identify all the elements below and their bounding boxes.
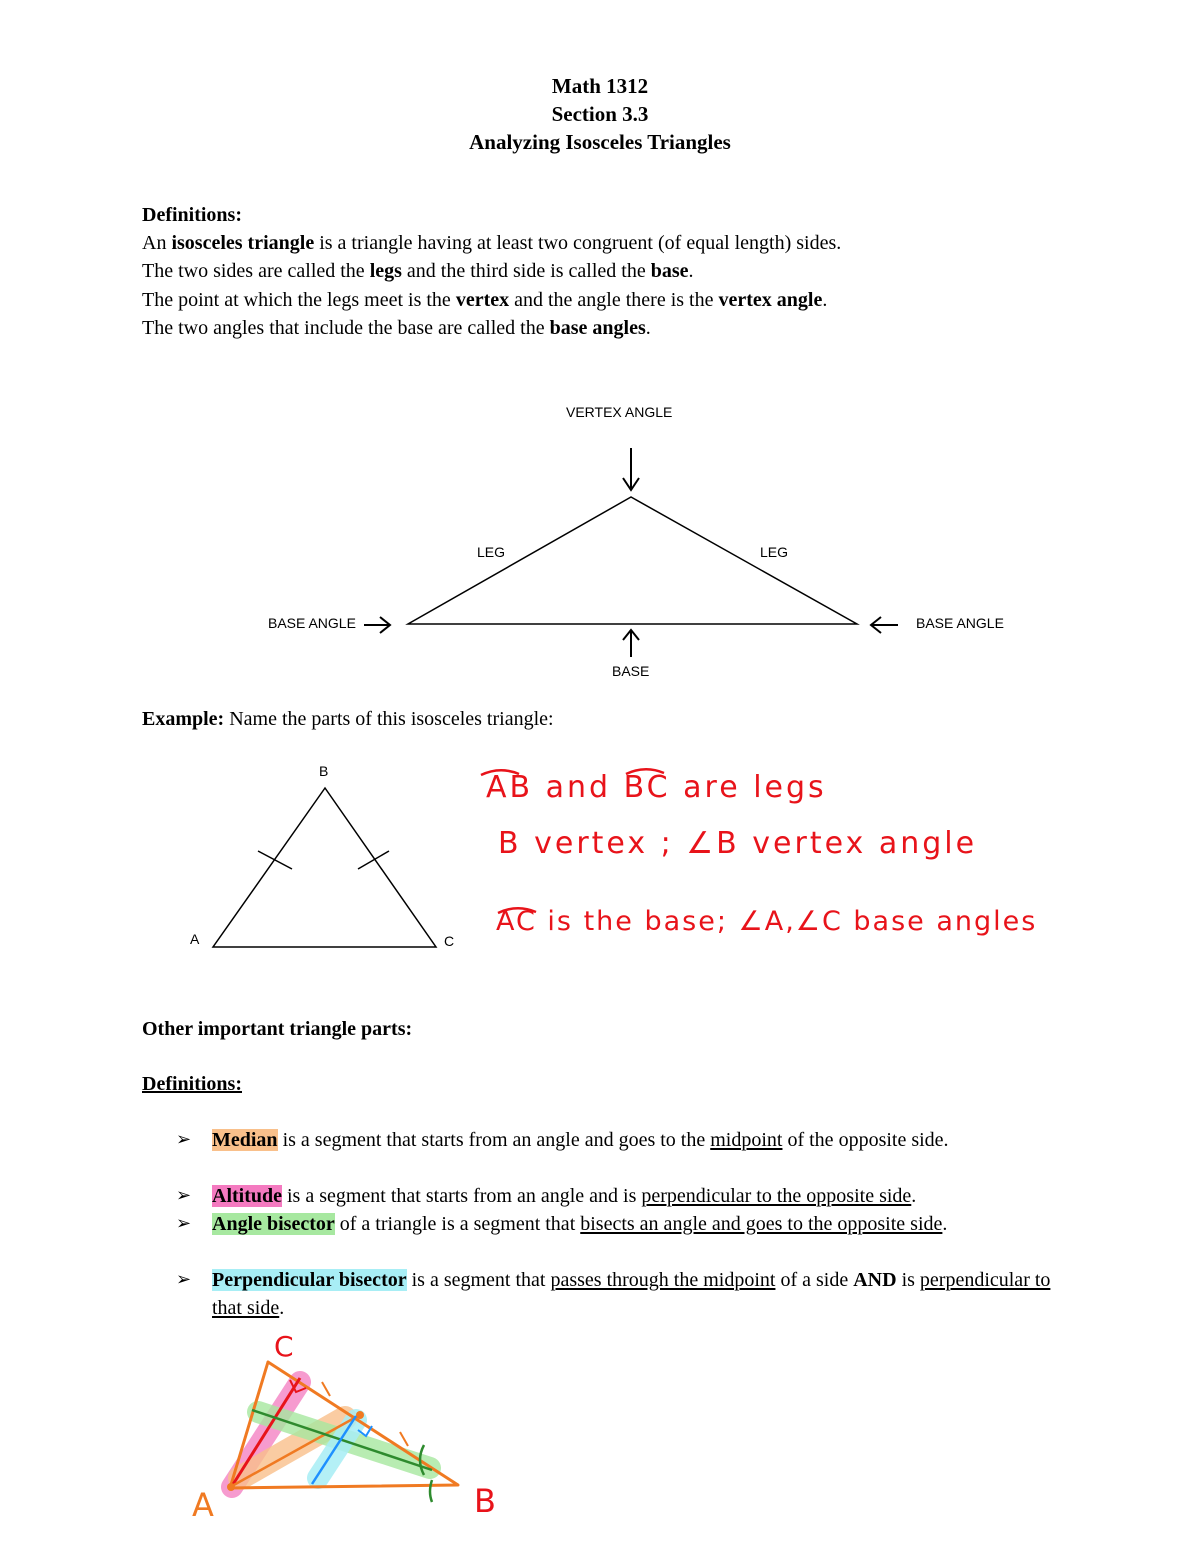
base-label: BASE <box>612 663 650 679</box>
term-isosceles-triangle: isosceles triangle <box>171 232 315 254</box>
handwritten-legs: AB and BC are legs <box>486 770 827 805</box>
vertex-dot <box>227 1483 235 1491</box>
text: and the angle there is the <box>509 289 719 311</box>
example-vertex-c: C <box>444 933 455 949</box>
midpoint-dot <box>356 1411 364 1419</box>
example-vertex-b: B <box>319 763 329 779</box>
definitions-heading: Definitions: <box>142 204 242 226</box>
sketch-vertex-b: B <box>474 1482 496 1520</box>
term-base: base <box>650 260 689 282</box>
text: is <box>896 1269 920 1291</box>
text: is a segment that starts from an angle and is <box>282 1185 642 1207</box>
sketch-vertex-a: A <box>192 1486 214 1524</box>
section-title: Section 3.3 <box>551 102 649 126</box>
leg-right-label: LEG <box>760 544 789 560</box>
text-and: AND <box>853 1269 897 1291</box>
text: . <box>645 317 651 339</box>
angle-arc <box>430 1480 432 1502</box>
term-vertex: vertex <box>455 289 510 311</box>
vertex-angle-label: VERTEX ANGLE <box>566 404 673 420</box>
sketch-vertex-c: C <box>274 1330 294 1363</box>
term-perpendicular-bisector: Perpendicular bisector <box>212 1269 407 1291</box>
text: An <box>142 232 172 254</box>
term-angle-bisector: Angle bisector <box>212 1213 335 1235</box>
text: is a triangle having at least two congruent (of equal length) sides. <box>314 232 842 254</box>
handwritten-base: AC is the base; ∠A,∠C base angles <box>496 906 1038 937</box>
term-altitude: Altitude <box>212 1185 282 1207</box>
underlined-text: bisects an angle and goes to the opposite side <box>580 1213 943 1235</box>
bullet-arrow-icon: ➢ <box>176 1269 192 1289</box>
text: . <box>822 289 828 311</box>
text: . <box>279 1297 285 1319</box>
text: . <box>942 1213 948 1235</box>
example-vertex-a: A <box>190 931 200 947</box>
term-base-angles: base angles <box>549 317 646 339</box>
example-label: Example: <box>142 708 225 730</box>
bullet-arrow-icon: ➢ <box>176 1185 192 1205</box>
text: is a segment that starts from an angle and goes to the <box>277 1129 711 1151</box>
text: is a segment that <box>406 1269 551 1291</box>
topic-title: Analyzing Isosceles Triangles <box>469 130 731 154</box>
text: of a triangle is a segment that <box>334 1213 581 1235</box>
leg-left-label: LEG <box>477 544 506 560</box>
text: The point at which the legs meet is the <box>142 289 456 311</box>
definitions2-heading: Definitions: <box>142 1073 242 1095</box>
underlined-text: passes through the midpoint <box>550 1269 776 1291</box>
text: and the third side is called the <box>401 260 651 282</box>
tick-mark <box>322 1382 330 1396</box>
text: The two angles that include the base are called the <box>142 317 550 339</box>
course-title: Math 1312 <box>551 74 649 98</box>
text: The two sides are called the <box>142 260 370 282</box>
base-angle-right-label: BASE ANGLE <box>916 615 1004 631</box>
text: of a side <box>775 1269 854 1291</box>
bullet-arrow-icon: ➢ <box>176 1129 192 1149</box>
text: . <box>688 260 694 282</box>
term-median: Median <box>212 1129 278 1151</box>
term-vertex-angle: vertex angle <box>718 289 823 311</box>
underlined-text: midpoint <box>710 1129 783 1151</box>
text: of the opposite side. <box>782 1129 949 1151</box>
bullet-arrow-icon: ➢ <box>176 1213 192 1233</box>
underlined-text: perpendicular to the opposite side <box>641 1185 912 1207</box>
tick-mark <box>400 1432 408 1446</box>
term-legs: legs <box>369 260 402 282</box>
example-text: Name the parts of this isosceles triangle: <box>224 708 554 730</box>
underlined-text: perpendicular to that side <box>212 1269 1051 1319</box>
other-parts-heading: Other important triangle parts: <box>142 1018 413 1040</box>
handwritten-vertex: B vertex ; ∠B vertex angle <box>498 826 978 861</box>
base-angle-left-label: BASE ANGLE <box>268 615 356 631</box>
text: . <box>911 1185 917 1207</box>
